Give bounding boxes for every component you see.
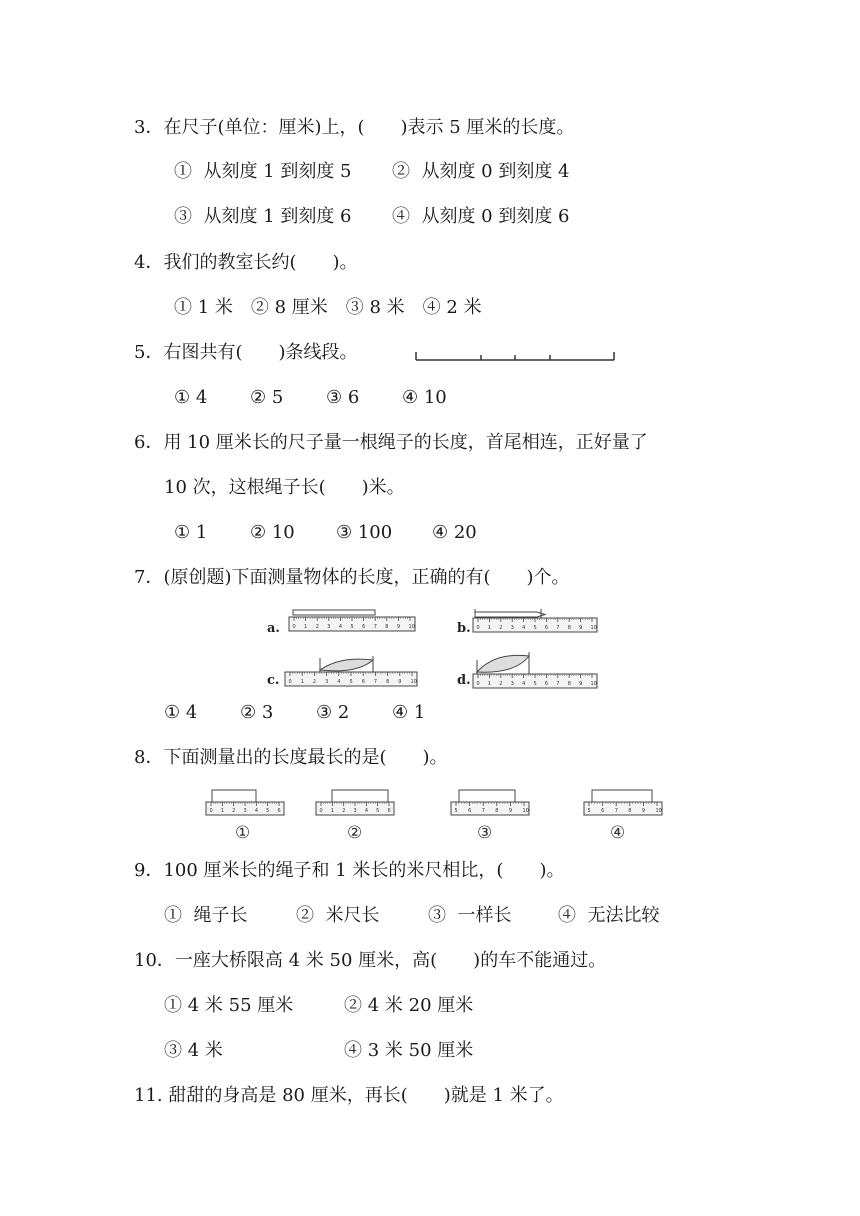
measured-object bbox=[293, 610, 375, 615]
ruler-tick-label: 7 bbox=[614, 808, 618, 814]
ruler-tick-label: 2 bbox=[312, 679, 317, 685]
ruler-tick-label: 3 bbox=[327, 624, 331, 630]
ruler-tick-label: 4 bbox=[337, 679, 341, 685]
ruler-tick-label: 6 bbox=[601, 808, 605, 814]
q7-figure-c bbox=[265, 652, 425, 692]
ruler-tick-label: 0 bbox=[292, 624, 296, 630]
measured-leaf bbox=[477, 655, 529, 672]
q3-stem: 3．在尺子(单位：厘米)上，( )表示 5 厘米的长度。 bbox=[134, 117, 575, 138]
ruler-tick-label: 8 bbox=[385, 624, 389, 630]
q5-option-2[interactable]: ② 5 bbox=[250, 387, 284, 408]
q7-figure-d-label: d. bbox=[457, 673, 471, 688]
ruler-tick-label: 5 bbox=[350, 624, 354, 630]
q9-option-3[interactable]: ③ 一样长 bbox=[428, 905, 512, 926]
q3-option-3[interactable]: ③ 从刻度 1 到刻度 6 bbox=[174, 206, 352, 227]
ruler-tick-label: 2 bbox=[499, 625, 503, 631]
ruler bbox=[451, 802, 529, 815]
ruler-tick-label: 4 bbox=[522, 681, 526, 687]
ruler-tick-label: 8 bbox=[628, 808, 632, 814]
q9-option-2[interactable]: ② 米尺长 bbox=[296, 905, 380, 926]
ruler-tick-label: 6 bbox=[277, 808, 281, 814]
ruler-tick-label: 9 bbox=[579, 625, 583, 631]
ruler-tick-label: 1 bbox=[487, 625, 492, 631]
q10-option-1[interactable]: ① 4 米 55 厘米 bbox=[164, 995, 294, 1016]
ruler-tick-label: 1 bbox=[487, 681, 492, 687]
q5-option-3[interactable]: ③ 6 bbox=[326, 387, 360, 408]
ruler-tick-label: 8 bbox=[386, 679, 390, 685]
measured-pencil bbox=[475, 612, 545, 617]
q6-option-4[interactable]: ④ 20 bbox=[432, 522, 477, 543]
q5-option-4[interactable]: ④ 10 bbox=[402, 387, 447, 408]
ruler-tick-label: 2 bbox=[342, 808, 346, 814]
ruler-tick-label: 6 bbox=[362, 624, 366, 630]
ruler-tick-label: 10 bbox=[655, 808, 662, 814]
ruler-tick-label: 3 bbox=[325, 679, 329, 685]
ruler-tick-label: 6 bbox=[468, 808, 472, 814]
ruler-tick-label: 5 bbox=[266, 808, 270, 814]
q7-option-3[interactable]: ③ 2 bbox=[316, 702, 350, 723]
ruler bbox=[285, 672, 417, 686]
ruler-tick-label: 4 bbox=[522, 625, 526, 631]
ruler-tick-label: 10 bbox=[408, 624, 415, 630]
ruler-tick-label: 1 bbox=[220, 808, 225, 814]
q5-line-segment-figure bbox=[410, 346, 620, 366]
q7-figure-a-label: a. bbox=[267, 621, 280, 636]
q5-option-1[interactable]: ① 4 bbox=[174, 387, 208, 408]
q7-figure-d bbox=[455, 648, 605, 692]
ruler-tick-label: 3 bbox=[510, 681, 514, 687]
q4-stem: 4．我们的教室长约( )。 bbox=[134, 252, 358, 273]
ruler-tick-label: 0 bbox=[476, 625, 480, 631]
q10-option-4[interactable]: ④ 3 米 50 厘米 bbox=[344, 1040, 474, 1061]
ruler-tick-label: 9 bbox=[579, 681, 583, 687]
ruler bbox=[473, 618, 597, 632]
ruler-tick-label: 6 bbox=[361, 679, 365, 685]
ruler bbox=[316, 802, 394, 815]
q8-figure-4-label: ④ bbox=[610, 823, 626, 843]
q6-option-3[interactable]: ③ 100 bbox=[336, 522, 393, 543]
ruler-tick-label: 0 bbox=[288, 679, 292, 685]
ruler-tick-label: 2 bbox=[232, 808, 236, 814]
ruler bbox=[289, 617, 415, 631]
ruler-tick-label: 1 bbox=[304, 624, 308, 630]
ruler-tick-label: 6 bbox=[544, 681, 549, 687]
ruler-tick-label: 6 bbox=[387, 808, 391, 814]
q9-option-1[interactable]: ① 绳子长 bbox=[164, 905, 248, 926]
ruler-tick-label: 10 bbox=[410, 679, 417, 685]
ruler-tick-label: 5 bbox=[349, 679, 353, 685]
ruler-tick-label: 7 bbox=[481, 808, 485, 814]
q7-figure-b bbox=[455, 606, 605, 640]
ruler-tick-label: 2 bbox=[499, 681, 503, 687]
q7-option-1[interactable]: ① 4 bbox=[164, 702, 198, 723]
q7-option-2[interactable]: ② 3 bbox=[240, 702, 274, 723]
q10-option-3[interactable]: ③ 4 米 bbox=[164, 1040, 223, 1061]
ruler-tick-label: 5 bbox=[533, 681, 537, 687]
q10-stem: 10．一座大桥限高 4 米 50 厘米，高( )的车不能通过。 bbox=[134, 950, 607, 971]
ruler-tick-label: 3 bbox=[353, 808, 357, 814]
ruler-tick-label: 5 bbox=[533, 625, 537, 631]
ruler-tick-label: 0 bbox=[319, 808, 323, 814]
ruler-tick-label: 1 bbox=[300, 679, 304, 685]
q7-stem: 7．(原创题)下面测量物体的长度，正确的有( )个。 bbox=[134, 567, 570, 588]
ruler-tick-label: 4 bbox=[338, 624, 343, 630]
ruler-tick-label: 7 bbox=[556, 681, 560, 687]
ruler-tick-label: 0 bbox=[209, 808, 213, 814]
ruler-tick-label: 7 bbox=[556, 625, 560, 631]
ruler-tick-label: 7 bbox=[373, 679, 378, 685]
ruler-tick-label: 4 bbox=[364, 808, 369, 814]
ruler-tick-label: 5 bbox=[454, 808, 458, 814]
ruler-body bbox=[584, 802, 662, 815]
measured-strip bbox=[592, 790, 652, 802]
ruler-tick-label: 9 bbox=[508, 808, 513, 814]
ruler-tick-label: 10 bbox=[590, 681, 597, 687]
q8-stem: 8．下面测量出的长度最长的是( )。 bbox=[134, 747, 448, 768]
ruler-tick-label: 5 bbox=[376, 808, 380, 814]
q4-options[interactable]: ① 1 米 ② 8 厘米 ③ 8 米 ④ 2 米 bbox=[174, 297, 482, 318]
measured-strip bbox=[459, 790, 515, 802]
ruler-tick-label: 6 bbox=[544, 625, 549, 631]
q8-figure-2-label: ② bbox=[347, 823, 363, 843]
measured-strip bbox=[212, 790, 256, 802]
ruler-tick-label: 7 bbox=[373, 624, 377, 630]
ruler-tick-label: 4 bbox=[254, 808, 259, 814]
ruler-tick-label: 10 bbox=[522, 808, 529, 814]
q3-option-4[interactable]: ④ 从刻度 0 到刻度 6 bbox=[392, 206, 570, 227]
ruler-body bbox=[451, 802, 529, 815]
q5-stem: 5．右图共有( )条线段。 bbox=[134, 342, 358, 363]
ruler-tick-label: 10 bbox=[590, 625, 597, 631]
q11-stem: 11. 甜甜的身高是 80 厘米，再长( )就是 1 米了。 bbox=[134, 1085, 564, 1106]
q8-figure-2 bbox=[310, 785, 400, 845]
ruler bbox=[206, 802, 284, 815]
q8-figure-3 bbox=[445, 785, 535, 845]
q3-option-2[interactable]: ② 从刻度 0 到刻度 4 bbox=[392, 161, 570, 182]
measured-leaf bbox=[320, 659, 373, 671]
measured-strip bbox=[332, 790, 388, 802]
q6-stem-line-1: 6．用 10 厘米长的尺子量一根绳子的长度，首尾相连，正好量了 bbox=[134, 432, 648, 453]
ruler bbox=[584, 802, 662, 815]
ruler-tick-label: 9 bbox=[396, 624, 401, 630]
q8-figure-1-label: ① bbox=[235, 823, 251, 843]
ruler-tick-label: 9 bbox=[641, 808, 646, 814]
ruler-tick-label: 1 bbox=[330, 808, 335, 814]
ruler-tick-label: 3 bbox=[243, 808, 247, 814]
ruler-tick-label: 8 bbox=[567, 625, 571, 631]
ruler-tick-label: 9 bbox=[398, 679, 402, 685]
q9-option-4[interactable]: ④ 无法比较 bbox=[558, 905, 660, 926]
ruler-tick-label: 5 bbox=[587, 808, 591, 814]
ruler-tick-label: 8 bbox=[567, 681, 571, 687]
q7-figure-b-label: b. bbox=[457, 621, 471, 636]
q7-figure-a bbox=[265, 606, 425, 640]
q6-option-1[interactable]: ① 1 bbox=[174, 522, 208, 543]
ruler-tick-label: 0 bbox=[476, 681, 480, 687]
ruler-tick-label: 3 bbox=[510, 625, 514, 631]
q8-figure-1 bbox=[200, 785, 290, 845]
q6-stem-line-2: 10 次，这根绳子长( )米。 bbox=[164, 477, 405, 498]
q8-figure-4 bbox=[578, 785, 668, 845]
q3-option-1[interactable]: ① 从刻度 1 到刻度 5 bbox=[174, 161, 352, 182]
ruler-tick-label: 8 bbox=[495, 808, 499, 814]
q7-figure-c-label: c. bbox=[267, 673, 280, 688]
q9-stem: 9．100 厘米长的绳子和 1 米长的米尺相比，( )。 bbox=[134, 860, 565, 881]
q7-option-4[interactable]: ④ 1 bbox=[392, 702, 426, 723]
q8-figure-3-label: ③ bbox=[477, 823, 493, 843]
ruler-tick-label: 2 bbox=[315, 624, 319, 630]
ruler bbox=[473, 674, 597, 688]
q6-option-2[interactable]: ② 10 bbox=[250, 522, 295, 543]
q10-option-2[interactable]: ② 4 米 20 厘米 bbox=[344, 995, 474, 1016]
